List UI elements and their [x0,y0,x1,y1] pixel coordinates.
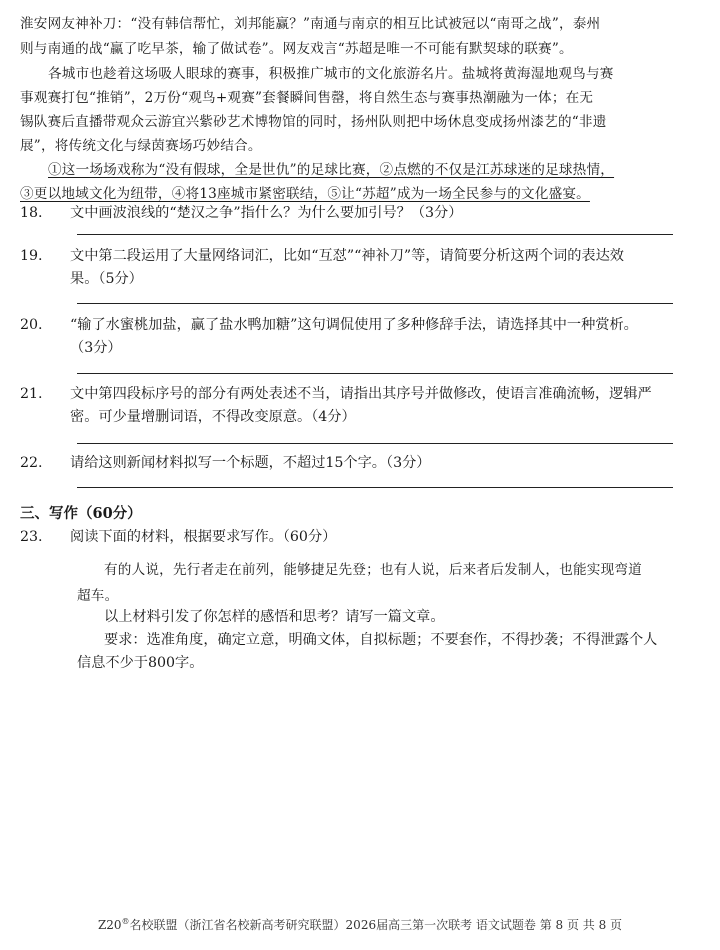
question-18 [20,202,680,225]
passage-line-4: 事观赛打包“推销”，2万份“观鸟+观赛”套餐瞬间售罄，将自然生态与赛事热潮融为一体；在无 [20,90,594,106]
answer-line-22[interactable] [77,487,673,488]
passage-line-8: ③更以地域文化为纽带，④将13座城市紧密联结，⑤让“苏超”成为一场全民参与的文化盛宴。 [20,186,590,202]
question-text: 请给这则新闻材料拟写一个标题，不超过15个字。（3分） [70,455,431,471]
requirement-line-2: 信息不少于800字。 [77,655,204,671]
answer-line-18[interactable] [77,234,673,235]
footer-brand-sup: ® [121,917,130,926]
material-line-2: 超车。 [77,588,119,604]
question-number: 23. [20,529,43,545]
passage-line-5: 锡队赛后直播带观众云游宜兴紫砂艺术博物馆的同时，扬州队则把中场休息变成扬州漆艺的“非遗 [20,114,607,130]
question-text: 阅读下面的材料，根据要求写作。（60分） [70,529,337,545]
passage-line-6: 展”，将传统文化与绿茵赛场巧妙结合。 [20,138,262,154]
question-number: 20. [20,317,43,333]
passage-line-1: 淮安网友神补刀：“没有韩信帮忙，刘邦能赢？”南通与南京的相互比试被冠以“南哥之战”，泰州 [20,16,601,32]
question-number: 19. [20,248,43,264]
answer-line-21[interactable] [77,443,673,444]
question-text-cont: 果。（5分） [70,271,143,287]
question-number: 18. [20,205,43,221]
question-text-cont: 密。可少量增删词语，不得改变原意。（4分） [70,409,356,425]
question-20 [20,314,680,360]
question-22 [20,452,680,475]
question-21 [20,383,680,429]
answer-line-20[interactable] [77,373,673,374]
passage-line-3: 各城市也趁着这场吸人眼球的赛事，积极推广城市的文化旅游名片。盐城将黄海湿地观鸟与赛 [48,66,614,82]
question-23 [20,526,680,549]
question-text: 文中第四段标序号的部分有两处表述不当，请指出其序号并做修改，使语言准确流畅，逻辑严 [70,386,652,402]
footer-text: 名校联盟（浙江省名校新高考研究联盟）2026届高三第一次联考 语文试题卷 第 8 页 共 8 页 [129,918,623,932]
question-text: 文中第二段运用了大量网络词汇，比如“互怼”“神补刀”等，请简要分析这两个词的表达效 [70,248,624,264]
section-heading: 三、写作（60分） [20,505,142,522]
question-text: “输了水蜜桃加盐，赢了盐水鸭加糖”这句调侃使用了多种修辞手法，请选择其中一种赏析。 [70,317,638,333]
prompt-line: 以上材料引发了你怎样的感悟和思考？请写一篇文章。 [104,609,445,625]
passage-line-2: 则与南通的战“赢了吃早茶，输了做试卷”。网友戏言“苏超是唯一不可能有默契球的联赛”。 [20,41,573,57]
question-text: 文中画波浪线的“楚汉之争”指什么？为什么要加引号？（3分） [70,205,463,221]
footer-brand: Z20 [97,918,122,932]
answer-line-19[interactable] [77,303,673,304]
question-number: 22. [20,455,43,471]
page-footer [0,916,720,933]
material-line-1: 有的人说，先行者走在前列，能够捷足先登；也有人说，后来者后发制人，也能实现弯道 [104,562,642,578]
passage-line-7: ①这一场场戏称为“没有假球，全是世仇”的足球比赛，②点燃的不仅是江苏球迷的足球热情， [48,162,615,178]
question-19 [20,245,680,291]
question-number: 21. [20,386,43,402]
requirement-line-1: 要求：选准角度，确定立意，明确文体，自拟标题；不要套作，不得抄袭；不得泄露个人 [104,632,658,648]
question-text-cont: （3分） [70,340,122,356]
